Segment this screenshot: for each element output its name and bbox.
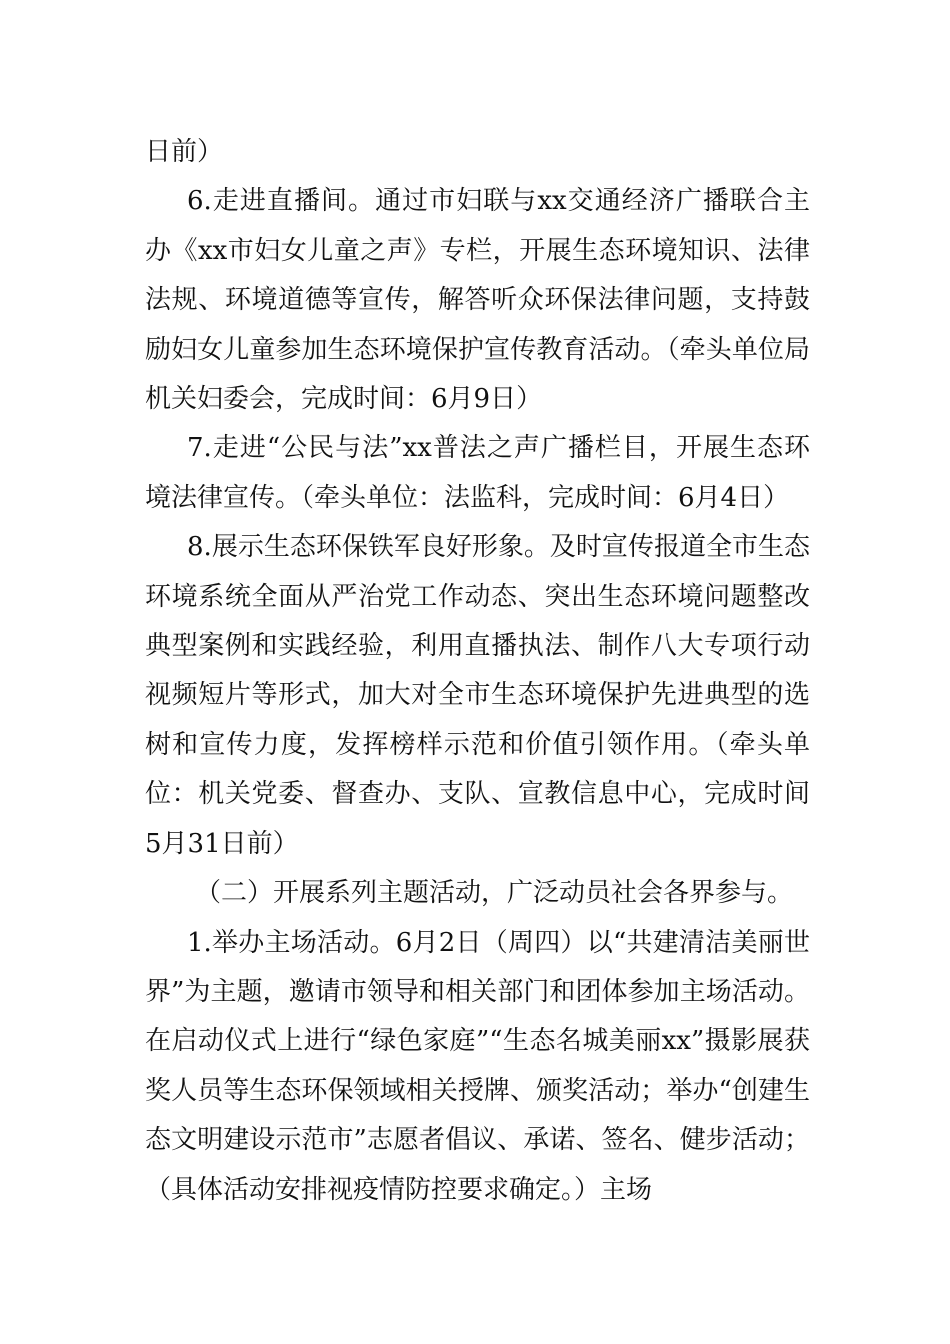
paragraph-item-1: 1.举办主场活动。6月2日（周四）以“共建清洁美丽世界”为主题，邀请市领导和相关部门和团体参加主场活动。在启动仪式上进行“绿色家庭”“生态名城美丽xx”摄影展获奖人员等生态环保领域相关授牌、颁奖活动；举办“创建生态文明建设示范市”志愿者倡议、承诺、签名、健步活动；（具体活动安排视疫情防控要求确定。）主场 [145,927,810,1205]
paragraph-item-6: 6.走进直播间。通过市妇联与xx交通经济广播联合主办《xx市妇女儿童之声》专栏，开展生态环境知识、法律法规、环境道德等宣传，解答听众环保法律问题，支持鼓励妇女儿童参加生态环境保护宣传教育活动。（牵头单位局机关妇委会，完成时间：6月9日） [145,186,810,415]
paragraph-item-8: 8.展示生态环保铁军良好形象。及时宣传报道全市生态环境系统全面从严治党工作动态、突出生态环境问题整改典型案例和实践经验，利用直播执法、制作八大专项行动视频短片等形式，加大对全市生态环境保护先进典型的选树和宣传力度，发挥榜样示范和价值引领作用。（牵头单位：机关党委、督查办、支队、宣教信息中心，完成时间5月31日前） [145,532,810,859]
document-body [145,128,810,1215]
paragraph-continuation: 日前） [145,137,224,167]
section-heading-2: （二）开展系列主题活动，广泛动员社会各界参与。 [195,878,794,909]
paragraph-item-7: 7.走进“公民与法”xx普法之声广播栏目，开展生态环境法律宣传。（牵头单位：法监科，完成时间：6月4日） [145,433,810,513]
